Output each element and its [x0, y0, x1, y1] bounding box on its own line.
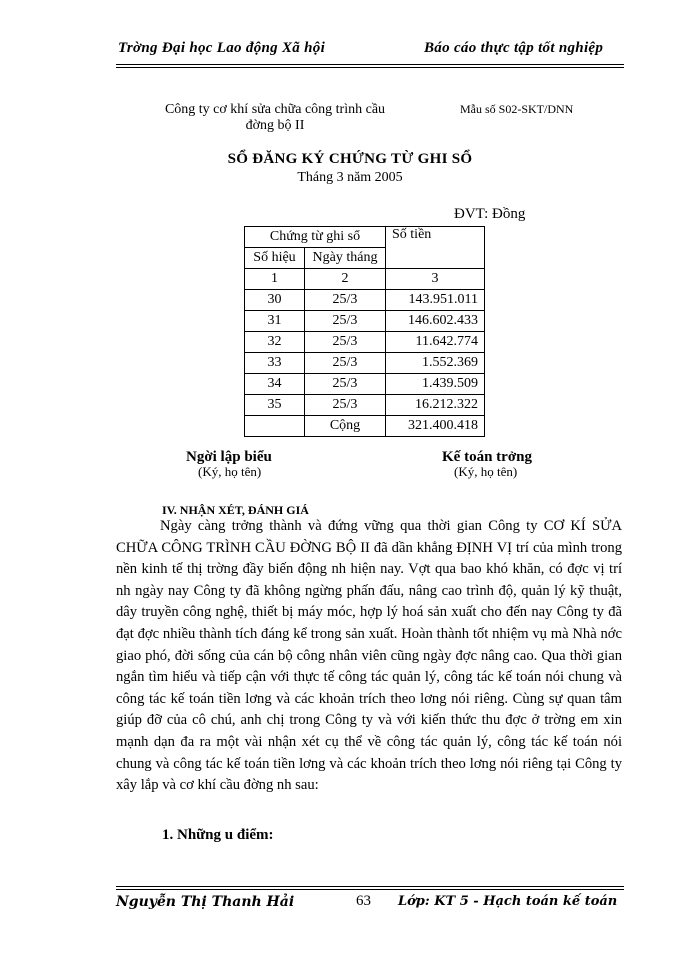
voucher-date: 25/3 — [305, 311, 386, 332]
voucher-date: 25/3 — [305, 290, 386, 311]
voucher-number: 31 — [245, 311, 305, 332]
signature-preparer-title: Ngời lập biểu — [186, 449, 272, 465]
signature-accountant-title: Kế toán trởng — [442, 449, 532, 465]
voucher-date: 25/3 — [305, 374, 386, 395]
voucher-number: 33 — [245, 353, 305, 374]
table-row — [245, 353, 485, 374]
company-name-line2: đờng bộ II — [245, 118, 305, 133]
voucher-number: 35 — [245, 395, 305, 416]
subsection-heading: 1. Những u điểm: — [162, 827, 274, 843]
voucher-amount: 11.642.774 — [386, 332, 485, 353]
footer-divider — [116, 889, 624, 890]
voucher-number: 30 — [245, 290, 305, 311]
header-divider — [116, 64, 624, 65]
voucher-amount: 1.439.509 — [386, 374, 485, 395]
table-index-row — [245, 269, 485, 290]
table-row — [245, 311, 485, 332]
voucher-amount: 143.951.011 — [386, 290, 485, 311]
total-label: Cộng — [305, 416, 386, 437]
voucher-number: 34 — [245, 374, 305, 395]
signature-accountant-note: (Ký, họ tên) — [454, 464, 518, 479]
company-name-line1: Công ty cơ khí sửa chữa công trình cầu — [164, 102, 386, 117]
header-number: Số hiệu — [245, 248, 305, 269]
total-amount: 321.400.418 — [386, 416, 485, 437]
signature-preparer-note: (Ký, họ tên) — [198, 464, 262, 479]
index-cell: 3 — [386, 269, 485, 290]
voucher-amount: 16.212.322 — [386, 395, 485, 416]
table-row — [245, 395, 485, 416]
footer-class: Lớp: KT 5 - Hạch toán kế toán — [398, 894, 618, 909]
document-title: SỔ ĐĂNG KÝ CHỨNG TỪ GHI SỔ — [227, 151, 473, 167]
table-total-row — [245, 416, 485, 437]
voucher-date: 25/3 — [305, 332, 386, 353]
index-cell: 1 — [245, 269, 305, 290]
page-number: 63 — [356, 893, 371, 909]
form-code: Mẫu số S02-SKT/DNN — [460, 102, 574, 116]
footer-divider — [116, 886, 624, 887]
header-date: Ngày tháng — [305, 248, 386, 269]
company-name — [130, 102, 420, 134]
body-paragraph: Ngày càng trởng thành và đứng vững qua thời gian Công ty CƠ KÍ SỬA CHỮA CÔNG TRÌNH CẦU ĐỜNG BỘ II đã dần khẳng ĐỊNH VỊ trí của mình trong nền kinh tế thị trờng đầy biến động nh hiện nay. Vợt qua bao khó khăn, có đợc vị trí nh ngày nay Công ty đã không ngừng phấn đấu, nâng cao trình độ, quản lý kỹ thuật, dây truyền công nghệ, thiết bị máy móc, hợp lý hoá sản xuất cho đến nay Công ty đã đạt đợc nhiều thành tích đáng kể trong sản xuất. Hoàn thành tốt nhiệm vụ mà Nhà nớc giao phó, đời sống của cán bộ công nhân viên cũng ngày đợc nâng cao. Qua thời gian ngắn tìm hiểu và tiếp cận với thực tế công tác quản lý, công tác kế toán nói chung và công tác kế toán tiền lơng và các khoản trích theo lơng nói riêng. Cùng sự quan tâm giúp đỡ của cô chú, anh chị trong Công ty và với kiến thức thu đợc ở trờng em xin mạnh dạn đa ra một vài nhận xét cụ thể về công tác quản lý, công tác kế toán nói chung và công tác kế toán tiền lơng và các khoản trích theo lơng nói riêng tại Công ty xây lắp và cơ khí cầu đờng nh sau: — [116, 518, 622, 794]
voucher-number: 32 — [245, 332, 305, 353]
voucher-date: 25/3 — [305, 353, 386, 374]
header-amount: Số tiền — [386, 227, 485, 269]
table-header-row — [245, 227, 485, 248]
voucher-date: 25/3 — [305, 395, 386, 416]
header-school: Trờng Đại học Lao động Xã hội — [118, 40, 326, 56]
header-report-type: Báo cáo thực tập tốt nghiệp — [424, 40, 604, 56]
table-row — [245, 332, 485, 353]
index-cell: 2 — [305, 269, 386, 290]
currency-unit: ĐVT: Đồng — [454, 206, 526, 222]
document-period: Tháng 3 năm 2005 — [297, 170, 403, 185]
voucher-register-table — [244, 226, 485, 437]
table-row — [245, 290, 485, 311]
header-divider — [116, 67, 624, 68]
header-voucher-group: Chứng từ ghi sổ — [245, 227, 386, 248]
table-row — [245, 374, 485, 395]
footer-author: Nguyễn Thị Thanh Hải — [116, 894, 295, 910]
voucher-amount: 146.602.433 — [386, 311, 485, 332]
total-empty-cell — [245, 416, 305, 437]
section-heading: IV. NHẬN XÉT, ĐÁNH GIÁ — [162, 503, 309, 517]
voucher-amount: 1.552.369 — [386, 353, 485, 374]
